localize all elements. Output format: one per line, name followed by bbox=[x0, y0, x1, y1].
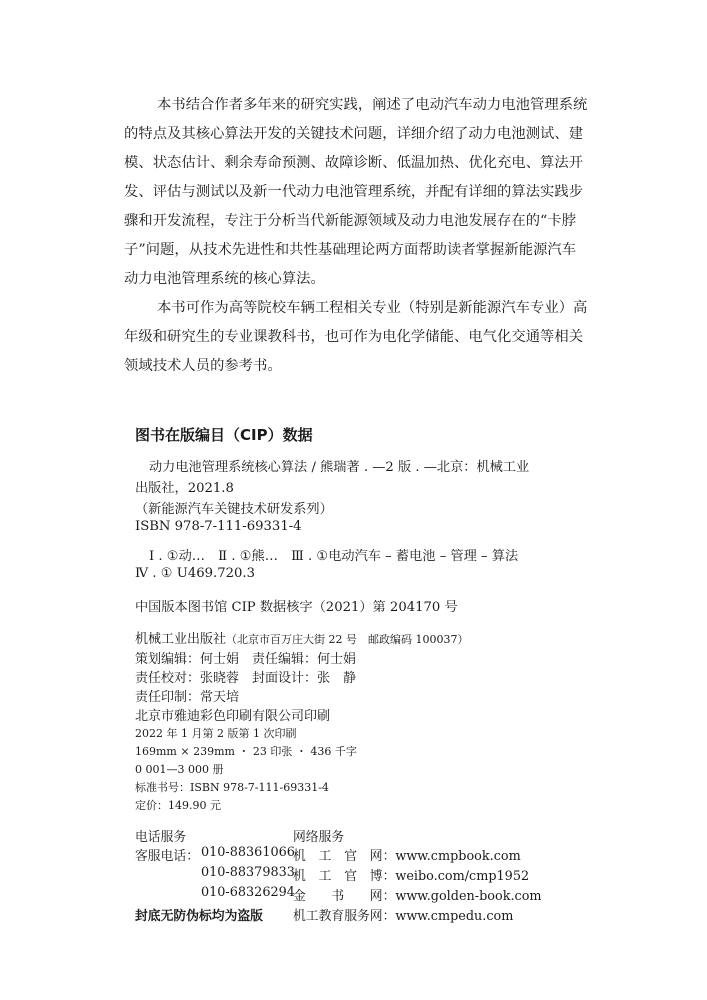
phone-number: 010-88379833 bbox=[201, 865, 295, 880]
website-line: 机工教育服务网：www.cmpedu.com bbox=[293, 909, 514, 924]
website-line: 机 工 官 博：weibo.com/cmp1952 bbox=[293, 869, 530, 884]
cip-classification-line: Ⅳ . ① U469.720.3 bbox=[135, 566, 255, 581]
cip-heading: 图书在版编目（CIP）数据 bbox=[135, 426, 313, 444]
printer-line: 北京市雅迪彩色印刷有限公司印刷 bbox=[135, 709, 331, 724]
price-line: 定价：149.90 元 bbox=[135, 799, 221, 812]
publisher-address: （北京市百万庄大街 22 号 邮政编码 100037） bbox=[226, 633, 469, 646]
cip-record-line: （新能源汽车关键技术研发系列） bbox=[135, 502, 333, 517]
publisher-line bbox=[135, 628, 469, 647]
description-line: 动力电池管理系统的核心算法。 bbox=[124, 271, 325, 287]
phone-number: 010-88361066 bbox=[201, 845, 295, 860]
publisher-name: 机械工业出版社 bbox=[135, 632, 227, 647]
description-line: 发、评估与测试以及新一代动力电池管理系统，并配有详细的算法实践步 bbox=[124, 184, 584, 200]
cip-record-line: 出版社，2021.8 bbox=[135, 481, 234, 496]
website-line: 机 工 官 网：www.cmpbook.com bbox=[293, 849, 521, 864]
description-line: 的特点及其核心算法开发的关键技术问题，详细介绍了动力电池测试、建 bbox=[124, 126, 584, 142]
editor-line: 责任校对：张晓蓉 封面设计：张 静 bbox=[135, 671, 357, 686]
web-service-header: 网络服务 bbox=[293, 830, 345, 845]
phone-service-header: 电话服务 bbox=[135, 830, 187, 845]
isbn-line: 标准书号：ISBN 978-7-111-69331-4 bbox=[135, 781, 329, 794]
description-line: 模、状态估计、剩余寿命预测、故障诊断、低温加热、优化充电、算法开 bbox=[124, 155, 584, 171]
description-line: 本书可作为高等院校车辆工程相关专业（特别是新能源汽车专业）高 bbox=[157, 300, 588, 316]
phone-number: 010-68326294 bbox=[201, 885, 295, 900]
website-line: 金 书 网：www.golden-book.com bbox=[293, 889, 542, 904]
description-line: 骤和开发流程，专注于分析当代新能源领域及动力电池发展存在的“卡脖 bbox=[124, 213, 577, 229]
anti-counterfeit-notice: 封底无防伪标均为盗版 bbox=[135, 909, 263, 924]
cip-record-line: 动力电池管理系统核心算法 / 熊瑞著 . —2 版 . —北京：机械工业 bbox=[149, 460, 530, 475]
hotline-label: 客服电话： bbox=[135, 849, 199, 864]
editor-line: 策划编辑：何士娟 责任编辑：何士娟 bbox=[135, 652, 357, 667]
print-edition: 2022 年 1 月第 2 版第 1 次印刷 bbox=[135, 727, 297, 740]
description-line: 年级和研究生的专业课教科书，也可作为电化学储能、电气化交通等相关 bbox=[124, 329, 584, 345]
editor-line: 责任印制：常天培 bbox=[135, 690, 240, 705]
print-run: 0 001—3 000 册 bbox=[135, 763, 224, 776]
description-line: 子”问题，从技术先进性和共性基础理论两方面帮助读者掌握新能源汽车 bbox=[124, 242, 577, 258]
description-line: 本书结合作者多年来的研究实践，阐述了电动汽车动力电池管理系统 bbox=[157, 97, 588, 113]
cip-classification-line: Ⅰ . ①动… Ⅱ . ①熊… Ⅲ . ①电动汽车 – 蓄电池 – 管理 – 算法 bbox=[149, 549, 519, 564]
format-line: 169mm × 239mm ・ 23 印张 ・ 436 千字 bbox=[135, 745, 357, 758]
description-line: 领域技术人员的参考书。 bbox=[124, 358, 282, 374]
cip-isbn: ISBN 978-7-111-69331-4 bbox=[135, 519, 302, 534]
cip-data-number: 中国版本图书馆 CIP 数据核字（2021）第 204170 号 bbox=[135, 600, 458, 615]
